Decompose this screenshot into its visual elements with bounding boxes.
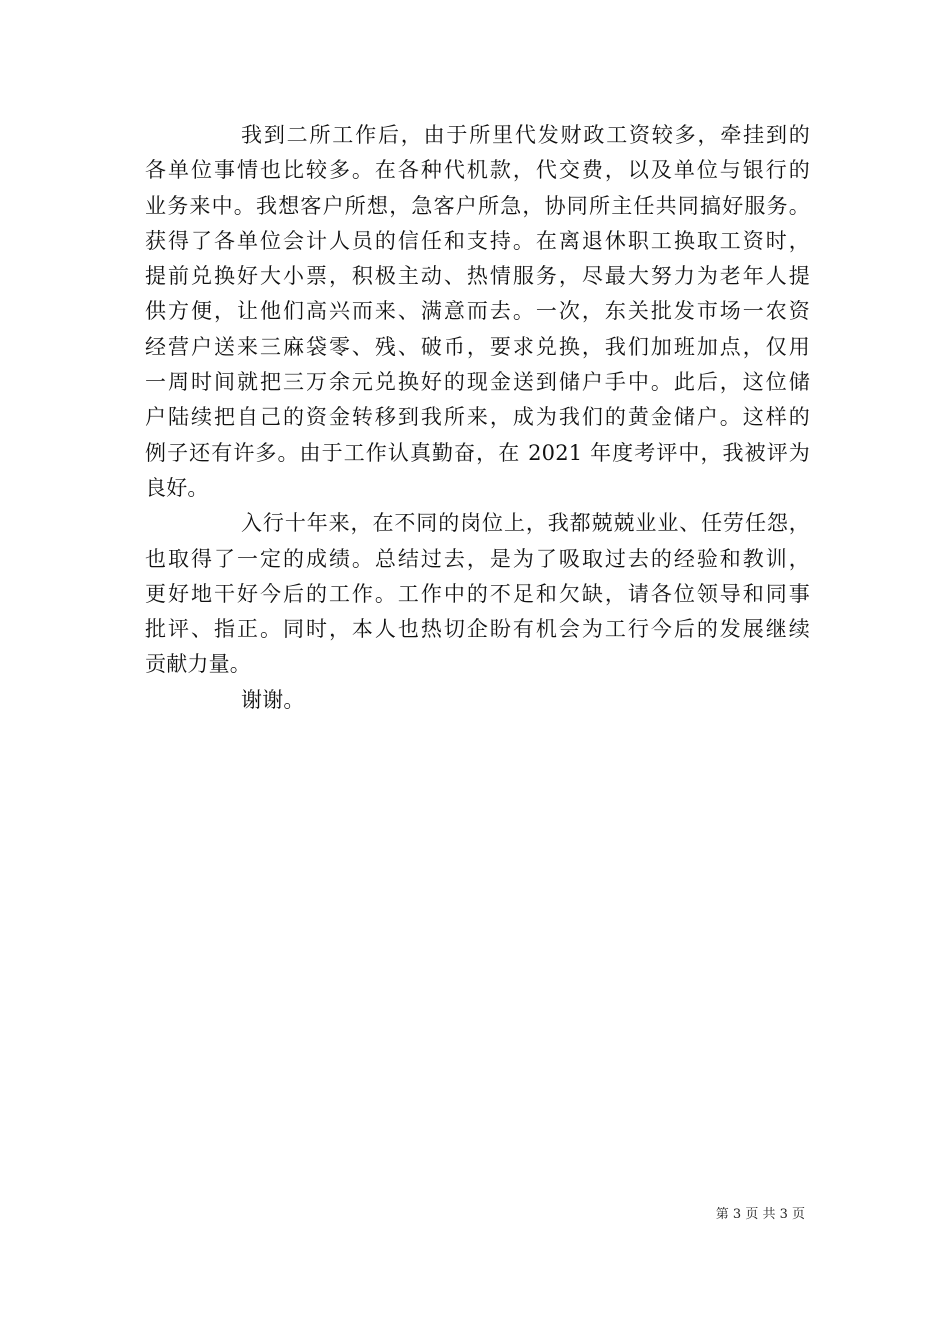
document-body	[145, 118, 810, 718]
text-line: 例子还有许多。由于工作认真勤奋，在 2021 年度考评中，我被评为	[145, 440, 810, 465]
paragraph-summary	[145, 506, 810, 682]
text-line: 各单位事情也比较多。在各种代机款，代交费，以及单位与银行的	[145, 158, 810, 183]
text-line: 批评、指正。同时，本人也热切企盼有机会为工行今后的发展继续	[145, 617, 810, 642]
text-line: 户陆续把自己的资金转移到我所来，成为我们的黄金储户。这样的	[145, 405, 810, 430]
text-line: 业务来中。我想客户所想，急客户所急，协同所主任共同搞好服务。	[145, 193, 810, 218]
text-line: 贡献力量。	[145, 652, 251, 677]
text-line: 经营户送来三麻袋零、残、破币，要求兑换，我们加班加点，仅用	[145, 334, 810, 359]
text-line: 一周时间就把三万余元兑换好的现金送到储户手中。此后，这位储	[145, 370, 810, 395]
text-line: 更好地干好今后的工作。工作中的不足和欠缺，请各位领导和同事	[145, 581, 810, 606]
paragraph-work-experience	[145, 118, 810, 506]
paragraph-thanks	[145, 683, 810, 718]
text-line: 供方便，让他们高兴而来、满意而去。一次，东关批发市场一农资	[145, 299, 810, 324]
text-line: 谢谢。	[241, 687, 305, 712]
text-line: 获得了各单位会计人员的信任和支持。在离退休职工换取工资时，	[145, 228, 810, 253]
text-line: 提前兑换好大小票，积极主动、热情服务，尽最大努力为老年人提	[145, 264, 810, 289]
text-line: 入行十年来，在不同的岗位上，我都兢兢业业、任劳任怨，	[241, 511, 810, 536]
text-line: 也取得了一定的成绩。总结过去，是为了吸取过去的经验和教训，	[145, 546, 810, 571]
text-line: 良好。	[145, 475, 209, 500]
page-number-footer: 第 3 页 共 3 页	[715, 1207, 805, 1222]
text-line: 我到二所工作后，由于所里代发财政工资较多，牵挂到的	[241, 123, 810, 147]
